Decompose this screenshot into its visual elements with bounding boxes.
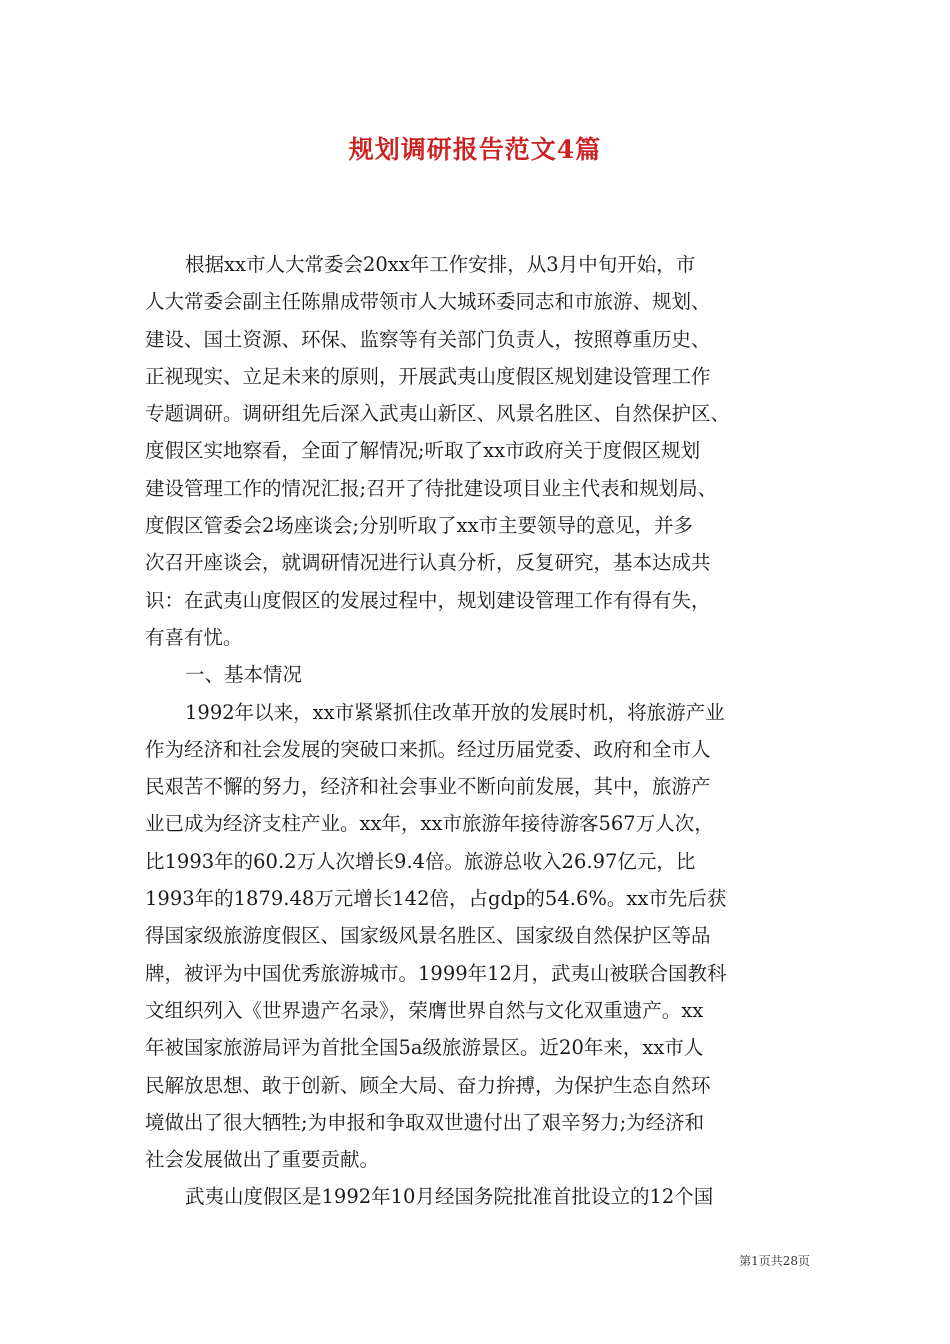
body-line: 度假区管委会2场座谈会;分别听取了xx市主要领导的意见，并多 bbox=[145, 514, 693, 538]
body-line: 识：在武夷山度假区的发展过程中，规划建设管理工作有得有失， bbox=[145, 588, 711, 612]
body-line: 民解放思想、敢于创新、顾全大局、奋力拚搏，为保护生态自然环 bbox=[145, 1073, 711, 1097]
body-line: 作为经济和社会发展的突破口来抓。经过历届党委、政府和全市人 bbox=[145, 737, 711, 761]
body-line: 次召开座谈会，就调研情况进行认真分析，反复研究，基本达成共 bbox=[145, 551, 711, 575]
body-line: 年被国家旅游局评为首批全国5a级旅游景区。近20年来，xx市人 bbox=[145, 1036, 704, 1060]
body-line: 正视现实、立足未来的原则，开展武夷山度假区规划建设管理工作 bbox=[145, 364, 711, 388]
body-line: 武夷山度假区是1992年10月经国务院批准首批设立的12个国 bbox=[185, 1185, 714, 1209]
section-heading: 一、基本情况 bbox=[185, 663, 303, 687]
body-line: 业已成为经济支柱产业。xx年，xx市旅游年接待游客567万人次， bbox=[145, 812, 714, 836]
document-body bbox=[145, 246, 810, 1216]
body-line: 度假区实地察看，全面了解情况;听取了xx市政府关于度假区规划 bbox=[145, 439, 701, 463]
body-line: 民艰苦不懈的努力，经济和社会事业不断向前发展，其中，旅游产 bbox=[145, 775, 711, 799]
body-line: 专题调研。调研组先后深入武夷山新区、风景名胜区、自然保护区、 bbox=[145, 402, 731, 426]
body-line: 根据xx市人大常委会20xx年工作安排，从3月中旬开始，市 bbox=[185, 253, 696, 276]
body-line: 1992年以来，xx市紧紧抓住改革开放的发展时机，将旅游产业 bbox=[185, 700, 725, 724]
page-number: 第1页共28页 bbox=[739, 1254, 810, 1268]
body-line: 有喜有忧。 bbox=[145, 625, 243, 649]
body-line: 1993年的1879.48万元增长142倍，占gdp的54.6%。xx市先后获 bbox=[145, 887, 727, 911]
document-title: 规划调研报告范文4篇 bbox=[348, 135, 602, 164]
body-line: 牌，被评为中国优秀旅游城市。1999年12月，武夷山被联合国教科 bbox=[145, 961, 727, 985]
body-line: 建设管理工作的情况汇报;召开了待批建设项目业主代表和规划局、 bbox=[145, 476, 718, 500]
body-line: 比1993年的60.2万人次增长9.4倍。旅游总收入26.97亿元，比 bbox=[145, 849, 696, 873]
body-line: 建设、国土资源、环保、监察等有关部门负责人，按照尊重历史、 bbox=[145, 327, 711, 351]
body-line: 人大常委会副主任陈鼎成带领市人大城环委同志和市旅游、规划、 bbox=[145, 290, 711, 314]
body-line: 文组织列入《世界遗产名录》，荣膺世界自然与文化双重遗产。xx bbox=[145, 998, 704, 1022]
body-line: 社会发展做出了重要贡献。 bbox=[145, 1148, 380, 1172]
body-line: 境做出了很大牺牲;为申报和争取双世遗付出了艰辛努力;为经济和 bbox=[145, 1110, 705, 1134]
body-line: 得国家级旅游度假区、国家级风景名胜区、国家级自然保护区等品 bbox=[145, 924, 711, 948]
